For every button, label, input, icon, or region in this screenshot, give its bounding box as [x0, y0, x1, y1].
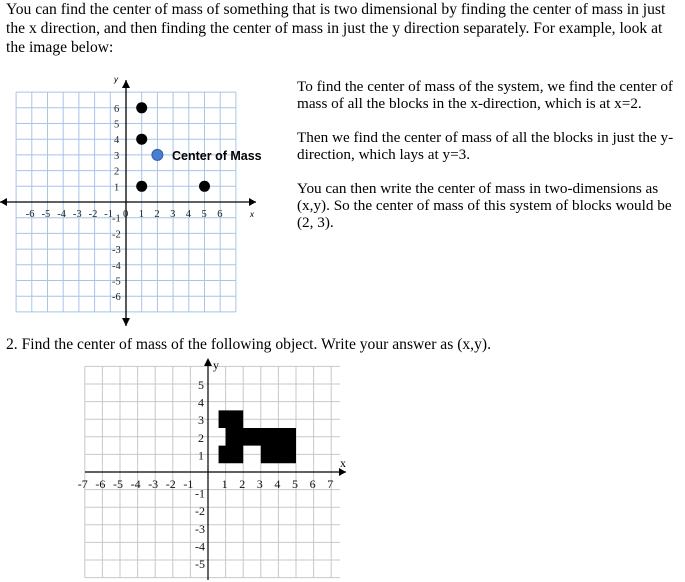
graph2-x-tick-label: 2: [239, 477, 246, 491]
graph1-x-tick-label: 0: [123, 209, 129, 220]
graph1-axes: [0, 80, 256, 326]
graph1-x-arrow-right: [249, 198, 256, 206]
center-of-mass-point: [152, 149, 163, 160]
graph2-y-tick-label: 5: [198, 378, 204, 392]
graph2-x-tick-label: -4: [130, 477, 141, 491]
graph1-y-tick-label: 4: [114, 135, 120, 147]
graph1-y-tick-label: 2: [114, 166, 120, 178]
graph2-x-tick-label: 5: [292, 477, 298, 491]
graph1-x-tick-label: 1: [138, 209, 144, 220]
graph2-x-tick-label: -3: [148, 477, 159, 491]
graph1-y-tick-label: -4: [112, 260, 121, 272]
graph1-x-tick-label: 5: [201, 209, 207, 220]
graph2-x-tick-label: -7: [77, 477, 88, 491]
graph2-y-tick-label: -5: [195, 557, 205, 571]
graph1-x-tick-label: 3: [170, 209, 176, 220]
graph2-y-label: y: [213, 358, 219, 372]
graph2-x-tick-label: 4: [274, 477, 281, 491]
graph1-y-arrow-up: [122, 80, 130, 88]
graph1-y-tick-label: 6: [114, 103, 120, 115]
block-point: [136, 102, 147, 113]
graph1-x-tick-label: 2: [154, 209, 160, 220]
intro-text: You can find the center of mass of something that is two dimensional by finding the center of mass in just the x direction, and then finding the center of mass in just the y direction separately. For example, look at the image below:: [6, 1, 666, 56]
graph2-y-tick-label: -4: [195, 539, 205, 554]
graph1-x-tick-label: -5: [41, 209, 51, 220]
graph1-x-label: x: [250, 210, 254, 219]
graph2-x-label: x: [340, 456, 346, 470]
graph2-x-tick-label: 3: [256, 477, 263, 491]
graph1-y-tick-label: 3: [114, 150, 120, 162]
graph2-y-tick-label: -1: [195, 486, 205, 501]
graph2-shape: [219, 410, 296, 463]
explanation-x: To find the center of mass of the system, we find the center of mass of all the blocks in the x-direction, which is at x=2.: [297, 78, 673, 112]
graph1-x-arrow-left: [0, 198, 7, 206]
explanation-y: Then we find the center of mass of all the blocks in just the y-direction, which lays at y=3.: [297, 129, 674, 163]
graph1-x-tick-label: -6: [25, 209, 35, 220]
graph2-x-tick-label: -5: [113, 477, 123, 491]
graph1-y-tick-label: 5: [114, 119, 120, 131]
graph2-x-tick-label: -2: [165, 477, 176, 491]
explanation-2d: You can then write the center of mass in two-dimensions as (x,y). So the center of mass of this system of blocks would be (2, 3).: [297, 180, 672, 231]
graph1-x-tick-label: -4: [57, 209, 66, 220]
graph2-y-tick-label: -3: [195, 521, 205, 536]
graph1-x-tick-label: -1: [104, 209, 114, 220]
graph2-y-tick-label: 4: [198, 395, 204, 410]
graph1-x-tick-label: 6: [217, 209, 223, 220]
center-of-mass-label: Center of Mass: [172, 149, 262, 163]
graph1-x-tick-label: -3: [72, 209, 82, 220]
graph2-x-tick-label: 7: [327, 477, 334, 491]
block-point: [199, 181, 210, 192]
graph1-x-tick-label: -2: [88, 209, 98, 220]
graph2-y-arrow-up: [204, 358, 212, 366]
graph2-x-tick-label: -6: [95, 477, 106, 491]
graph2-y-tick-label: -2: [195, 504, 205, 519]
graph2-axes: [85, 360, 346, 580]
graph1-y-arrow-down: [122, 318, 130, 326]
graph1-y-tick-label: -2: [112, 229, 121, 241]
graph2-x-tick-label: -1: [183, 477, 194, 491]
graph2-y-tick-label: 3: [198, 413, 204, 428]
graph1-y-tick-label: -3: [112, 245, 121, 257]
graph2-y-tick-label: 2: [198, 430, 204, 445]
graph1-x-tick-label: 4: [185, 209, 192, 220]
block-point: [136, 134, 147, 145]
object-shape: [219, 410, 296, 463]
graph2-x-tick-label: 6: [309, 477, 316, 491]
graph1-y-label: y: [114, 75, 118, 84]
graph1-y-tick-label: -1: [112, 213, 121, 225]
block-point: [136, 181, 147, 192]
question-2: 2. Find the center of mass of the following object. Write your answer as (x,y).: [6, 336, 491, 353]
graph1-y-tick-label: 1: [114, 182, 120, 194]
graph1-y-tick-label: -5: [112, 276, 121, 288]
graph2-x-tick-label: 1: [221, 477, 228, 491]
graph1-y-tick-label: -6: [112, 292, 121, 304]
graph2-y-tick-label: 1: [198, 448, 204, 463]
